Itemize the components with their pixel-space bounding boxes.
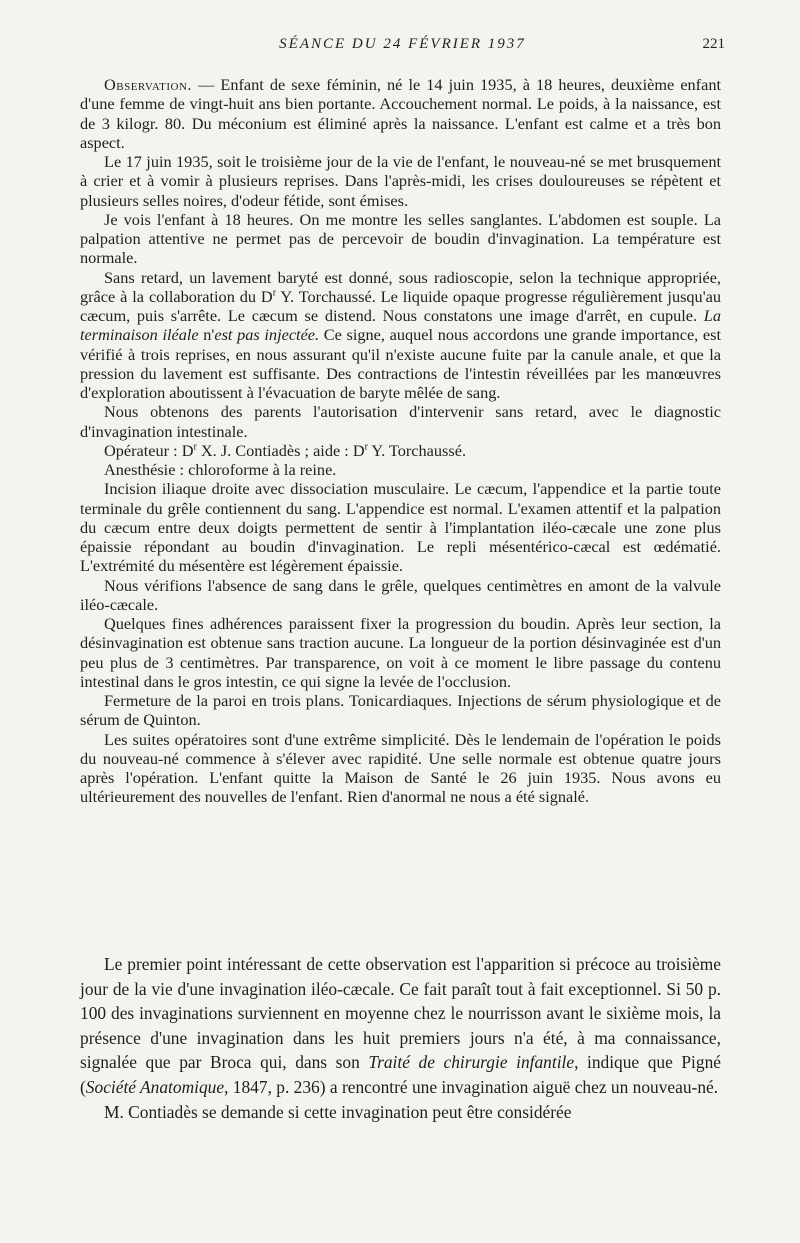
superscript: r xyxy=(272,287,277,299)
superscript: r xyxy=(364,441,368,453)
observation-paragraph: Le 17 juin 1935, soit le troisième jour de la vie de l'enfant, le nouveau-né se met brusquement à crier et à vomir à plusieurs reprises. Dans l'après-midi, les crises douloureuses se répètent et plusieurs selles noires, d'odeur fétide, sont émises. xyxy=(80,152,721,210)
text-run: Opérateur : D xyxy=(104,440,194,460)
italic-text: La terminaison iléale xyxy=(80,306,721,345)
superscript: r xyxy=(193,441,197,453)
page-number: 221 xyxy=(702,36,725,52)
text-run: n' xyxy=(198,325,215,345)
text-run: Sans retard, un lavement baryté est donné, sous radioscopie, selon la technique appropriée, grâce à la collaboration du D xyxy=(80,267,721,306)
italic-text: Société Anatomique xyxy=(85,1076,225,1097)
italic-text: est pas injectée. xyxy=(214,325,320,345)
text-run: X. J. Contiadès ; aide : D xyxy=(196,440,365,460)
text-run: Le premier point intéressant de cette observation est l'apparition si précoce au troisième jour de la vie d'une invagination iléo-cæcale. Ce fait paraît tout à fait exceptionnel. Si 50 p. 100 des invaginations surviennent en moyenne chez le nourrisson avant le sixième mois, la présence d'une invagination dans les huit premiers jours n'a été, à ma connaissance, signalée que par Broca qui, dans son xyxy=(80,954,721,1073)
observation-paragraph xyxy=(80,441,721,460)
italic-text: Traité de chirurgie infantile xyxy=(368,1052,575,1073)
observation-paragraph: Quelques fines adhérences paraissent fixer la progression du boudin. Après leur section, la désinvagination est obtenue sans traction aucune. La longueur de la portion désinvaginée est d'un peu plus de 3 centimètres. Par transparence, on voit à ce moment le libre passage du contenu intestinal dans le gros intestin, ce qui signe la levée de l'occlusion. xyxy=(80,614,721,691)
text-run: , indique que Pigné ( xyxy=(80,1052,722,1097)
observation-paragraph: Anesthésie : chloroforme à la reine. xyxy=(104,460,337,479)
observation-paragraph: Nous vérifions l'absence de sang dans le grêle, quelques centimètres en amont de la valvule iléo-cæcale. xyxy=(80,575,721,614)
running-head xyxy=(80,36,725,56)
observation-paragraph: Je vois l'enfant à 18 heures. On me montre les selles sanglantes. L'abdomen est souple. La palpation attentive ne permet pas de percevoir de boudin d'invagination. La température est normale. xyxy=(80,209,721,268)
commentary-section xyxy=(80,952,721,1124)
observation-paragraph: Fermeture de la paroi en trois plans. Tonicardiaques. Injections de sérum physiologique et de sérum de Quinton. xyxy=(80,691,721,730)
text-run: Ce signe, auquel nous accordons une grande importance, est vérifié à trois reprises, en nous assurant qu'il n'existe aucune fuite par la canule anale, et que la pression du lavement est suffisante. Des contractions de l'intestin réveillées par les manœuvres d'exploration aboutissent à l'évacuation de baryte mêlée de sang. xyxy=(80,325,721,402)
observation-paragraph: Les suites opératoires sont d'une extrême simplicité. Dès le lendemain de l'opération le poids du nouveau-né commence à s'élever avec rapidité. Une selle normale est obtenue quatre jours après l'opération. L'enfant quitte la Maison de Santé le 26 juin 1935. Nous avons eu ultérieurement des nouvelles de l'enfant. Rien d'anormal ne nous a été signalé. xyxy=(80,729,721,807)
text-run: , 1847, p. 236) a rencontré une invagination aiguë chez un nouveau-né. xyxy=(224,1076,719,1097)
text-run: Y. Torchaussé. Le liquide opaque progresse régulièrement jusqu'au cæcum, puis s'arrête. Le cæcum se distend. Nous constatons une image d'arrêt, en cupule. xyxy=(80,286,721,325)
observation-paragraph xyxy=(80,75,721,152)
observation-paragraph: Incision iliaque droite avec dissociation musculaire. Le cæcum, l'appendice et la partie toute terminale du grêle contiennent du sang. L'appendice est normal. L'examen attentif et la palpation du cæcum entre deux doigts permettent de sentir à l'implantation iléo-cæcale une zone plus épaissie répondant au boudin d'invagination. Le repli mésentérico-cæcal est œdématié. L'extrémité du mésentère est légèrement épaissie. xyxy=(80,479,721,576)
observation-label: Observation. xyxy=(104,75,192,94)
observation-paragraph: Nous obtenons des parents l'autorisation d'intervenir sans retard, avec le diagnostic d'invagination intestinale. xyxy=(80,402,721,441)
observation-text: — Enfant de sexe féminin, né le 14 juin 1935, à 18 heures, deuxième enfant d'une femme de vingt-huit ans bien portante. Accouchement normal. Le poids, à la naissance, est de 3 kilogr. 80. Du méconium est éliminé après la naissance. L'enfant est calme et a très bon aspect. xyxy=(80,75,721,152)
observation-paragraph xyxy=(80,268,721,403)
observation-section xyxy=(80,75,721,807)
commentary-paragraph: M. Contiadès se demande si cette invagination peut être considérée xyxy=(104,1101,572,1122)
running-title: SÉANCE DU 24 FÉVRIER 1937 xyxy=(279,36,526,52)
text-run: Y. Torchaussé. xyxy=(367,440,467,460)
commentary-paragraph xyxy=(80,952,721,1100)
